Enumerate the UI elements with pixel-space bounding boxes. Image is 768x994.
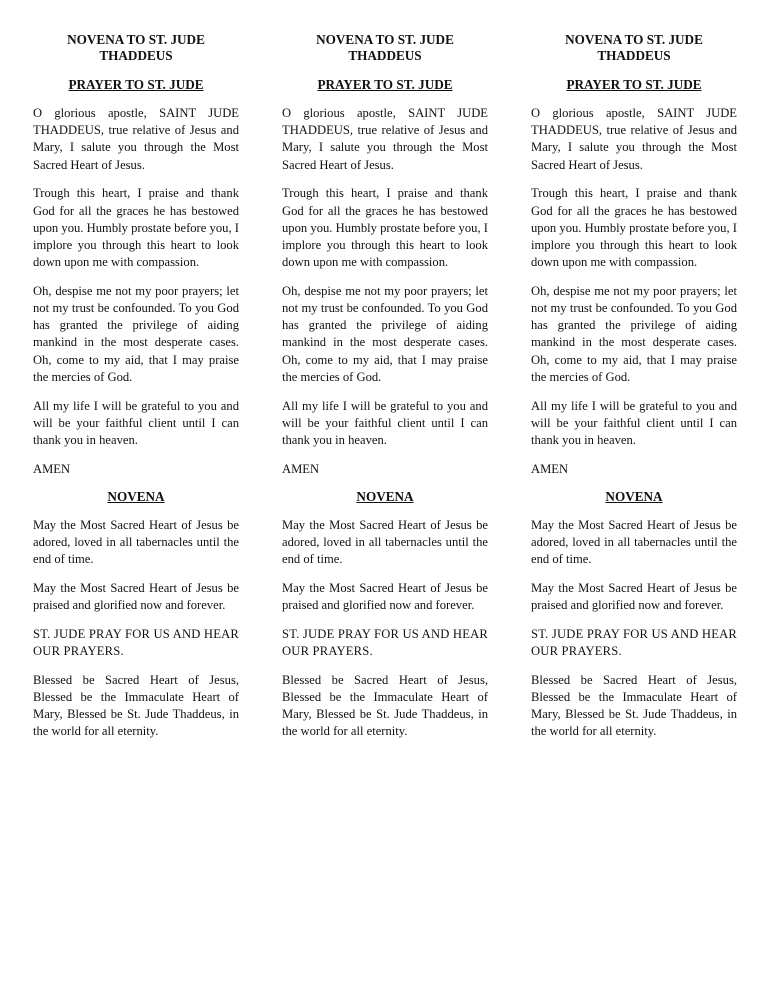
novena-paragraph: May the Most Sacred Heart of Jesus be praised and glorified now and forever.: [531, 580, 737, 613]
prayer-paragraph: O glorious apostle, SAINT JUDE THADDEUS, true relative of Jesus and Mary, I salute you through the Most Sacred Heart of Jesus.: [282, 106, 488, 172]
novena-paragraph: May the Most Sacred Heart of Jesus be adored, loved in all tabernacles until the end of time.: [282, 517, 488, 567]
prayer-paragraph: Oh, despise me not my poor prayers; let not my trust be confounded. To you God has granted the privilege of aiding mankind in the most desperate cases. Oh, come to my aid, that I may praise the mercies of God.: [33, 283, 239, 384]
novena-paragraph: May the Most Sacred Heart of Jesus be praised and glorified now and forever.: [33, 580, 239, 613]
prayer-heading: PRAYER TO ST. JUDE: [317, 77, 453, 92]
card-title: NOVENA TO ST. JUDE THADDEUS: [565, 32, 703, 63]
card-title: NOVENA TO ST. JUDE THADDEUS: [67, 32, 205, 63]
prayer-heading: PRAYER TO ST. JUDE: [566, 77, 702, 92]
petition-text: ST. JUDE PRAY FOR US AND HEAR OUR PRAYERS.: [33, 626, 239, 659]
prayer-paragraph: Oh, despise me not my poor prayers; let not my trust be confounded. To you God has granted the privilege of aiding mankind in the most desperate cases. Oh, come to my aid, that I may praise the mercies of God.: [531, 283, 737, 384]
prayer-paragraph: Trough this heart, I praise and thank God for all the graces he has bestowed upon you. Humbly prostate before you, I implore you through this heart to look down upon me with compassion.: [33, 186, 239, 270]
prayer-card-2: [282, 32, 488, 752]
closing-text: Blessed be Sacred Heart of Jesus, Blessed be the Immaculate Heart of Mary, Blessed be St. Jude Thaddeus, in the world for all eternity.: [282, 672, 488, 739]
novena-paragraph: May the Most Sacred Heart of Jesus be adored, loved in all tabernacles until the end of time.: [531, 517, 737, 567]
prayer-paragraph: O glorious apostle, SAINT JUDE THADDEUS, true relative of Jesus and Mary, I salute you through the Most Sacred Heart of Jesus.: [531, 106, 737, 172]
amen-text: AMEN: [282, 461, 320, 476]
prayer-card-1: [33, 32, 239, 752]
prayer-heading: PRAYER TO ST. JUDE: [68, 77, 204, 92]
novena-paragraph: May the Most Sacred Heart of Jesus be praised and glorified now and forever.: [282, 580, 488, 613]
prayer-paragraph: Trough this heart, I praise and thank God for all the graces he has bestowed upon you. Humbly prostate before you, I implore you through this heart to look down upon me with compassion.: [282, 186, 488, 270]
petition-text: ST. JUDE PRAY FOR US AND HEAR OUR PRAYERS.: [531, 626, 737, 659]
closing-text: Blessed be Sacred Heart of Jesus, Blessed be the Immaculate Heart of Mary, Blessed be St. Jude Thaddeus, in the world for all eternity.: [531, 672, 737, 739]
prayer-paragraph: Trough this heart, I praise and thank God for all the graces he has bestowed upon you. Humbly prostate before you, I implore you through this heart to look down upon me with compassion.: [531, 186, 737, 270]
novena-paragraph: May the Most Sacred Heart of Jesus be adored, loved in all tabernacles until the end of time.: [33, 517, 239, 567]
prayer-paragraph: Oh, despise me not my poor prayers; let not my trust be confounded. To you God has granted the privilege of aiding mankind in the most desperate cases. Oh, come to my aid, that I may praise the mercies of God.: [282, 283, 488, 384]
petition-text: ST. JUDE PRAY FOR US AND HEAR OUR PRAYERS.: [282, 626, 488, 659]
amen-text: AMEN: [33, 461, 71, 476]
novena-heading: NOVENA: [605, 488, 663, 504]
amen-text: AMEN: [531, 461, 569, 476]
prayer-paragraph: O glorious apostle, SAINT JUDE THADDEUS, true relative of Jesus and Mary, I salute you through the Most Sacred Heart of Jesus.: [33, 106, 239, 172]
closing-text: Blessed be Sacred Heart of Jesus, Blessed be the Immaculate Heart of Mary, Blessed be St. Jude Thaddeus, in the world for all eternity.: [33, 672, 239, 739]
prayer-paragraph: All my life I will be grateful to you and will be your faithful client until I can thank you in heaven.: [531, 398, 737, 447]
novena-heading: NOVENA: [356, 488, 414, 504]
card-title: NOVENA TO ST. JUDE THADDEUS: [316, 32, 454, 63]
prayer-paragraph: All my life I will be grateful to you and will be your faithful client until I can thank you in heaven.: [33, 398, 239, 447]
prayer-paragraph: All my life I will be grateful to you and will be your faithful client until I can thank you in heaven.: [282, 398, 488, 447]
prayer-card-3: [531, 32, 737, 752]
novena-heading: NOVENA: [107, 488, 165, 504]
